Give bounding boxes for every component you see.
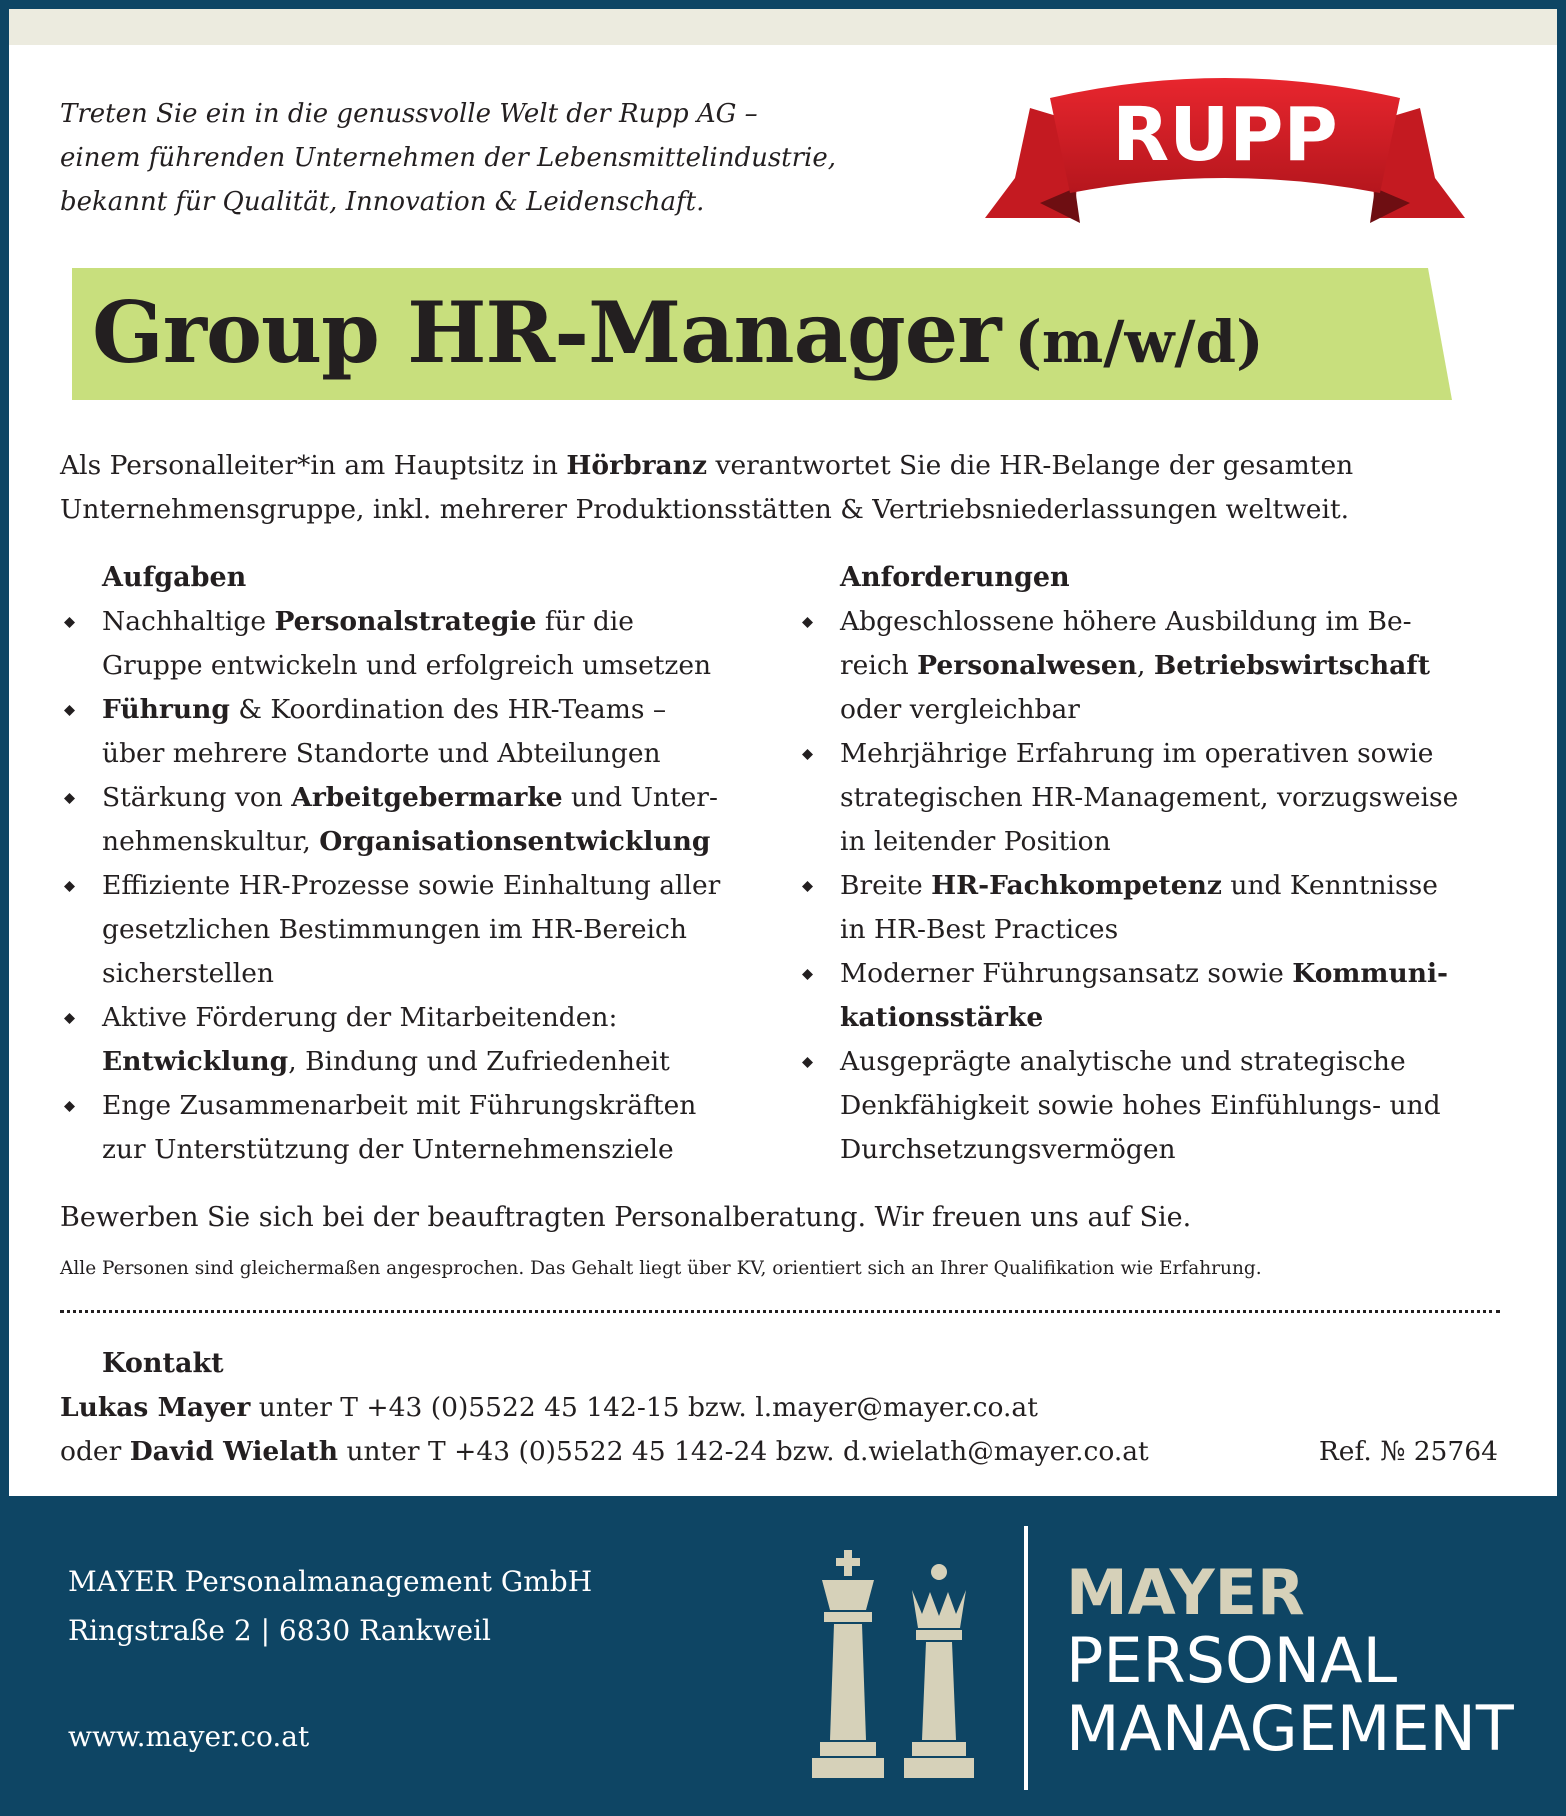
item-text: und Kenntnisse	[1221, 870, 1438, 901]
list-item	[60, 996, 780, 1084]
item-keyword: Personalwesen	[917, 650, 1138, 681]
list-item	[60, 776, 780, 864]
list-item	[798, 600, 1518, 732]
contact-name: David Wielath	[129, 1436, 339, 1467]
contact-name: Lukas Mayer	[60, 1392, 251, 1423]
lead-text: Als Personalleiter*in am Hauptsitz in	[60, 450, 567, 481]
diamond-bullet-icon	[64, 1101, 75, 1112]
item-keyword: Kommuni-	[1292, 958, 1449, 989]
item-keyword: Entwicklung	[102, 1046, 289, 1077]
intro-line: einem führenden Unternehmen der Lebensmittelindustrie,	[60, 143, 837, 173]
item-text: und Unter-	[562, 782, 718, 813]
item-text: strategischen HR-Management, vorzugsweise	[840, 782, 1459, 813]
reference-number: Ref. № 25764	[1318, 1436, 1498, 1467]
intro-line: bekannt für Qualität, Innovation & Leidenschaft.	[60, 187, 705, 217]
diamond-bullet-icon	[802, 969, 813, 980]
job-title-suffix: (m/w/d)	[1014, 308, 1264, 376]
lead-paragraph	[60, 444, 1520, 532]
diamond-bullet-icon	[64, 705, 75, 716]
brand-line-personal: PERSONAL	[1066, 1624, 1398, 1697]
disclaimer-text: Alle Personen sind gleichermaßen angesprochen. Das Gehalt liegt über KV, orientiert sich an Ihrer Qualifikation wie Erfahrung.	[60, 1258, 1262, 1279]
item-text: gesetzlichen Bestimmungen im HR-Bereich	[102, 914, 687, 945]
item-text: , Bindung und Zufriedenheit	[288, 1046, 670, 1077]
item-text: Denkfähigkeit sowie hohes Einfühlungs- und	[840, 1090, 1441, 1121]
intro-line: Treten Sie ein in die genussvolle Welt der Rupp AG –	[60, 99, 758, 129]
contact-details[interactable]: unter T +43 (0)5522 45 142-15 bzw. l.mayer@mayer.co.at	[250, 1392, 1038, 1423]
item-text: Abgeschlossene höhere Ausbildung im Be-	[840, 606, 1412, 637]
apply-text: Bewerben Sie sich bei der beauftragten Personalberatung. Wir freuen uns auf Sie.	[60, 1202, 1192, 1233]
diamond-bullet-icon	[802, 749, 813, 760]
diamond-bullet-icon	[802, 1057, 813, 1068]
contact-details[interactable]: unter T +43 (0)5522 45 142-24 bzw. d.wielath@mayer.co.at	[338, 1436, 1149, 1467]
item-text: Mehrjährige Erfahrung im operativen sowie	[840, 738, 1434, 769]
footer-company: MAYER Personalmanagement GmbH	[68, 1565, 593, 1598]
lead-location: Hörbranz	[566, 450, 708, 481]
item-text: über mehrere Standorte und Abteilungen	[102, 738, 661, 769]
contact-line	[60, 1386, 1038, 1430]
lead-line: Unternehmensgruppe, inkl. mehrerer Produktionsstätten & Vertriebsniederlassungen weltweit.	[60, 494, 1350, 525]
intro-text	[60, 92, 837, 224]
item-text: für die	[536, 606, 634, 637]
diamond-bullet-icon	[64, 793, 75, 804]
list-item	[798, 1040, 1518, 1172]
anforderungen-heading: Anforderungen	[840, 562, 1070, 593]
brand-line-mayer: MAYER	[1066, 1556, 1305, 1629]
list-item	[60, 1084, 780, 1172]
list-item	[798, 864, 1518, 952]
item-text: in HR-Best Practices	[840, 914, 1119, 945]
item-keyword: Betriebswirtschaft	[1153, 650, 1430, 681]
diamond-bullet-icon	[802, 617, 813, 628]
lead-line	[60, 444, 1520, 488]
diamond-bullet-icon	[802, 881, 813, 892]
top-strip	[9, 9, 1557, 45]
brand-line-management: MANAGEMENT	[1066, 1692, 1514, 1765]
chess-queen-icon	[904, 1564, 974, 1778]
item-text: oder vergleichbar	[840, 694, 1080, 725]
chess-king-icon	[812, 1550, 884, 1778]
list-item	[60, 600, 780, 688]
item-keyword: Organisationsentwicklung	[319, 826, 711, 857]
contact-heading: Kontakt	[102, 1348, 224, 1379]
aufgaben-list	[60, 600, 780, 1172]
item-text: Stärkung von	[102, 782, 292, 813]
footer-website-link[interactable]: www.mayer.co.at	[68, 1720, 310, 1753]
item-text: & Koordination des HR-Teams –	[229, 694, 667, 725]
item-text: Durchsetzungsvermögen	[840, 1134, 1176, 1165]
job-title	[92, 278, 1264, 388]
job-title-main: Group HR-Manager	[92, 283, 1001, 382]
lead-text: verantwortet Sie die HR-Belange der gesamten	[707, 450, 1354, 481]
diamond-bullet-icon	[64, 617, 75, 628]
dotted-divider	[60, 1310, 1500, 1313]
anforderungen-column	[798, 556, 1518, 1172]
aufgaben-column	[60, 556, 780, 1172]
item-text: nehmenskultur,	[102, 826, 320, 857]
item-text: Effiziente HR-Prozesse sowie Einhaltung aller	[102, 870, 721, 901]
item-text: Ausgeprägte analytische und strategische	[840, 1046, 1406, 1077]
item-text: zur Unterstützung der Unternehmensziele	[102, 1134, 674, 1165]
item-keyword: HR-Fachkompetenz	[931, 870, 1222, 901]
item-text: reich	[840, 650, 918, 681]
item-text: Enge Zusammenarbeit mit Führungskräften	[102, 1090, 697, 1121]
aufgaben-heading: Aufgaben	[102, 562, 247, 593]
anforderungen-list	[798, 600, 1518, 1172]
list-item	[798, 952, 1518, 1040]
item-text: in leitender Position	[840, 826, 1111, 857]
item-text: Breite	[840, 870, 932, 901]
chess-pieces-icon	[800, 1550, 990, 1780]
item-text: Gruppe entwickeln und erfolgreich umsetzen	[102, 650, 712, 681]
item-keyword: Führung	[102, 694, 230, 725]
list-item	[60, 864, 780, 996]
item-keyword: Arbeitgebermarke	[291, 782, 563, 813]
diamond-bullet-icon	[64, 1013, 75, 1024]
item-text: ,	[1137, 650, 1154, 681]
rupp-logo	[980, 68, 1470, 248]
rupp-logo-text: RUPP	[1112, 92, 1338, 178]
list-item	[60, 688, 780, 776]
item-text: sicherstellen	[102, 958, 274, 989]
footer-divider	[1024, 1526, 1028, 1790]
list-item	[798, 732, 1518, 864]
diamond-bullet-icon	[64, 881, 75, 892]
item-text: Nachhaltige	[102, 606, 275, 637]
item-text: Aktive Förderung der Mitarbeitenden:	[102, 1002, 618, 1033]
contact-prefix: oder	[60, 1436, 130, 1467]
footer-address: Ringstraße 2 | 6830 Rankweil	[68, 1614, 491, 1647]
item-keyword: kationsstärke	[840, 1002, 1044, 1033]
contact-line	[60, 1430, 1149, 1474]
item-keyword: Personalstrategie	[274, 606, 537, 637]
item-text: Moderner Führungsansatz sowie	[840, 958, 1293, 989]
